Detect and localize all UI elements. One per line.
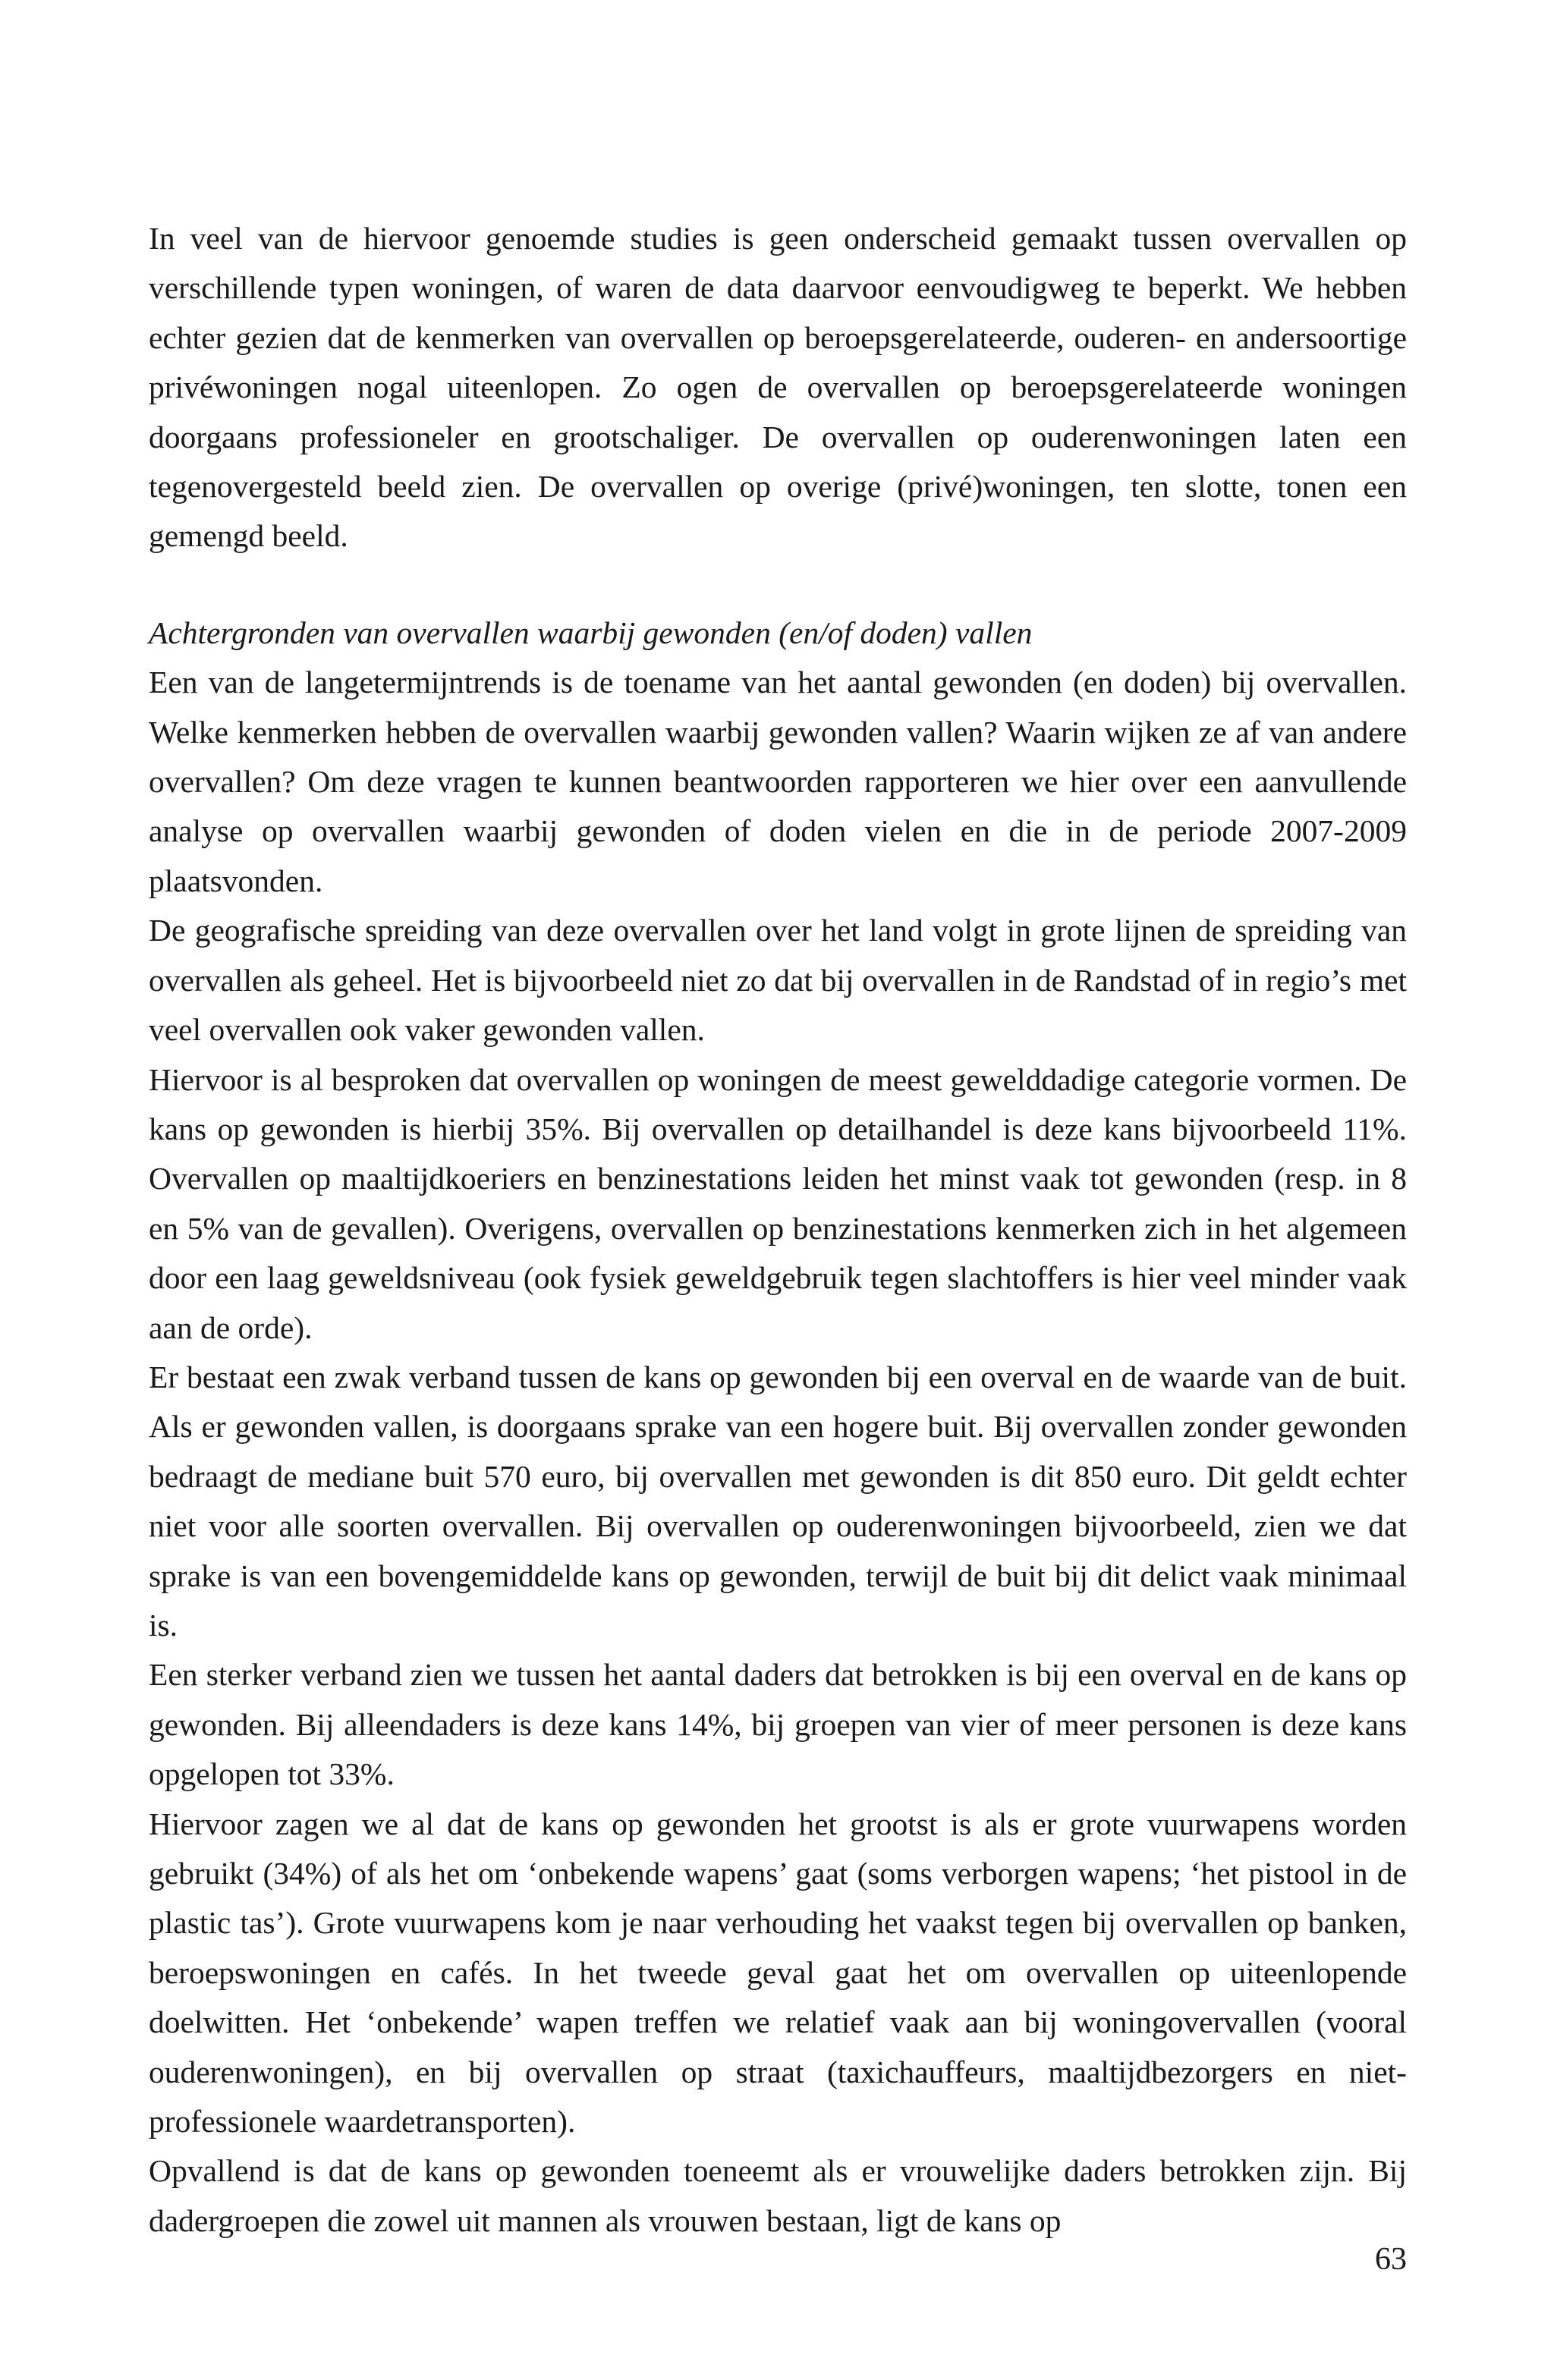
body-paragraph: Een van de langetermijntrends is de toename van het aantal gewonden (en doden) bij overvallen. Welke kenmerken hebben de overvallen waarbij gewonden vallen? Waarin wijken ze af van andere overvallen? Om deze vragen te kunnen beantwoorden rapporteren we hier over een aanvullende analyse op overvallen waarbij gewonden of doden vielen en die in de periode 2007-2009 plaatsvonden. (149, 665, 1407, 898)
page-number: 63 (1375, 2242, 1407, 2277)
body-paragraph: Er bestaat een zwak verband tussen de kans op gewonden bij een overval en de waarde van de buit. Als er gewonden vallen, is doorgaans sprake van een hogere buit. Bij overvallen zonder gewonden bedraagt de mediane buit 570 euro, bij overvallen met gewonden is dit 850 euro. Dit geldt echter niet voor alle soorten overvallen. Bij overvallen op ouderenwoningen bijvoorbeeld, zien we dat sprake is van een bovengemiddelde kans op gewonden, terwijl de buit bij dit delict vaak minimaal is. (149, 1359, 1407, 1643)
intro-paragraph: In veel van de hiervoor genoemde studies is geen onderscheid gemaakt tussen overvallen op verschillende typen woningen, of waren de data daarvoor eenvoudigweg te beperkt. We hebben echter gezien dat de kenmerken van overvallen op beroepsgerelateerde, ouderen- en andersoortige privéwoningen nogal uiteenlopen. Zo ogen de overvallen op beroepsgerelateerde woningen doorgaans professioneler en grootschaliger. De overvallen op ouderenwoningen laten een tegenovergesteld beeld zien. De overvallen op overige (privé)woningen, ten slotte, tonen een gemengd beeld. (149, 221, 1407, 554)
body-paragraph: Een sterker verband zien we tussen het aantal daders dat betrokken is bij een overval en de kans op gewonden. Bij alleendaders is deze kans 14%, bij groepen van vier of meer personen is deze kans opgelopen tot 33%. (149, 1657, 1407, 1792)
page-body (149, 214, 1407, 2246)
body-paragraph: Hiervoor zagen we al dat de kans op gewonden het grootst is als er grote vuurwapens worden gebruikt (34%) of als het om ‘onbekende wapens’ gaat (soms verborgen wapens; ‘het pistool in de plastic tas’). Grote vuurwapens kom je naar verhouding het vaakst tegen bij overvallen op banken, beroepswoningen en cafés. In het tweede geval gaat het om overvallen op uiteenlopende doelwitten. Het ‘onbekende’ wapen treffen we relatief vaak aan bij woningovervallen (vooral ouderenwoningen), en bij overvallen op straat (taxichauffeurs, maaltijdbezorgers en niet-professionele waardetransporten). (149, 1806, 1407, 2139)
body-paragraph: Opvallend is dat de kans op gewonden toeneemt als er vrouwelijke daders betrokken zijn. Bij dadergroepen die zowel uit mannen als vrouwen bestaan, ligt de kans op (149, 2153, 1407, 2238)
body-paragraph: De geografische spreiding van deze overvallen over het land volgt in grote lijnen de spreiding van overvallen als geheel. Het is bijvoorbeeld niet zo dat bij overvallen in de Randstad of in regio’s met veel overvallen ook vaker gewonden vallen. (149, 913, 1407, 1048)
section-heading: Achtergronden van overvallen waarbij gewonden (en/of doden) vallen (149, 615, 1033, 650)
body-paragraph: Hiervoor is al besproken dat overvallen op woningen de meest gewelddadige categorie vormen. De kans op gewonden is hierbij 35%. Bij overvallen op detailhandel is deze kans bijvoorbeeld 11%. Overvallen op maaltijdkoeriers en benzinestations leiden het minst vaak tot gewonden (resp. in 8 en 5% van de gevallen). Overigens, overvallen op benzinestations kenmerken zich in het algemeen door een laag geweldsniveau (ook fysiek geweldgebruik tegen slachtoffers is hier veel minder vaak aan de orde). (149, 1061, 1407, 1345)
